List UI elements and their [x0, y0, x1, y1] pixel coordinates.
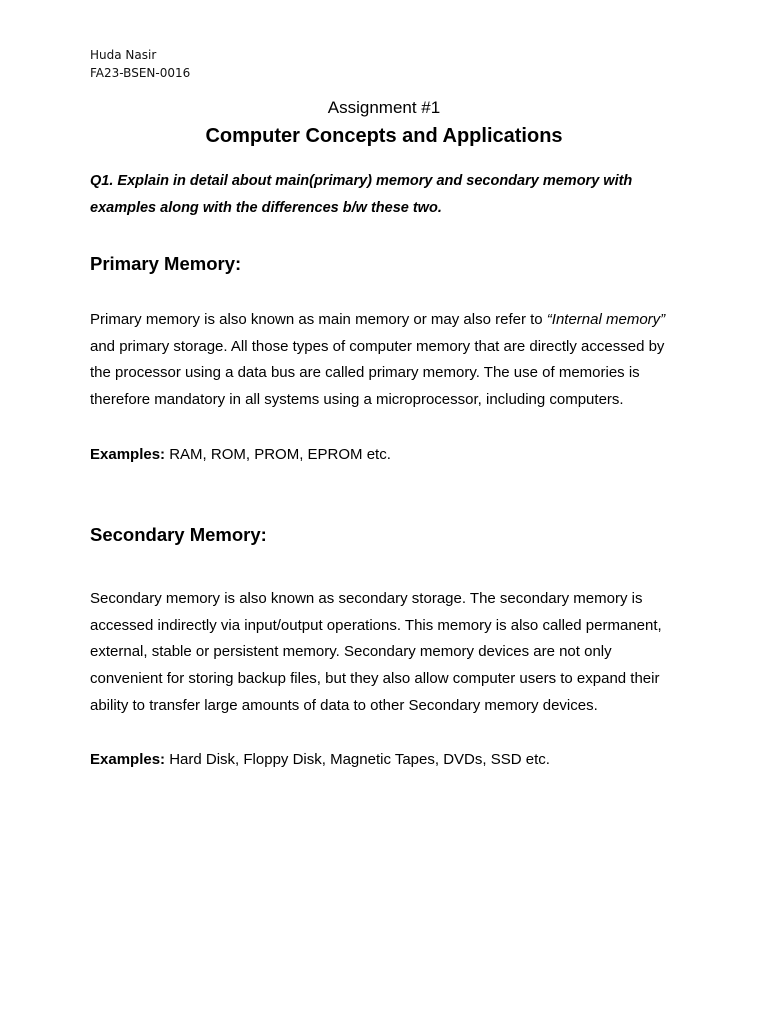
primary-memory-heading: Primary Memory:	[90, 253, 242, 274]
secondary-examples-text: Hard Disk, Floppy Disk, Magnetic Tapes, DVDs, SSD etc.	[165, 751, 550, 768]
primary-line-4: therefore mandatory in all systems using a microprocessor, including computers.	[90, 391, 624, 409]
secondary-examples	[90, 749, 550, 771]
secondary-line-2: accessed indirectly via input/output operations. This memory is also called permanent,	[90, 616, 662, 634]
primary-examples	[90, 444, 391, 466]
question-line-1: Q1. Explain in detail about main(primary) memory and secondary memory with	[90, 173, 633, 189]
secondary-memory-heading: Secondary Memory:	[90, 524, 267, 545]
primary-line-3: the processor using a data bus are called primary memory. The use of memories is	[90, 364, 640, 382]
primary-examples-text: RAM, ROM, PROM, EPROM etc.	[165, 446, 391, 463]
question-line-2: examples along with the differences b/w these two.	[90, 199, 442, 216]
author-name: Huda Nasir	[90, 48, 157, 62]
primary-line-2: and primary storage. All those types of computer memory that are directly accessed by	[90, 337, 665, 355]
primary-line-1	[90, 307, 690, 334]
course-title: Computer Concepts and Applications	[205, 125, 563, 147]
secondary-memory-paragraph	[90, 586, 690, 720]
primary-line-1-text: Primary memory is also known as main memory or may also refer to	[90, 311, 547, 328]
secondary-examples-label: Examples:	[90, 751, 166, 768]
assignment-label: Assignment #1	[327, 98, 441, 117]
secondary-line-1: Secondary memory is also known as secondary storage. The secondary memory is	[90, 590, 643, 607]
primary-examples-label: Examples:	[90, 446, 166, 463]
internal-memory-term: “Internal memory”	[546, 311, 666, 328]
question-text	[90, 168, 690, 221]
secondary-line-3: external, stable or persistent memory. Secondary memory devices are not only	[90, 643, 612, 661]
student-id: FA23-BSEN-0016	[90, 66, 191, 80]
author-block	[90, 46, 190, 82]
secondary-line-4: convenient for storing backup files, but they also allow computer users to expand their	[90, 670, 660, 688]
primary-memory-paragraph	[90, 307, 690, 414]
secondary-line-5: ability to transfer large amounts of data to other Secondary memory devices.	[90, 696, 598, 714]
